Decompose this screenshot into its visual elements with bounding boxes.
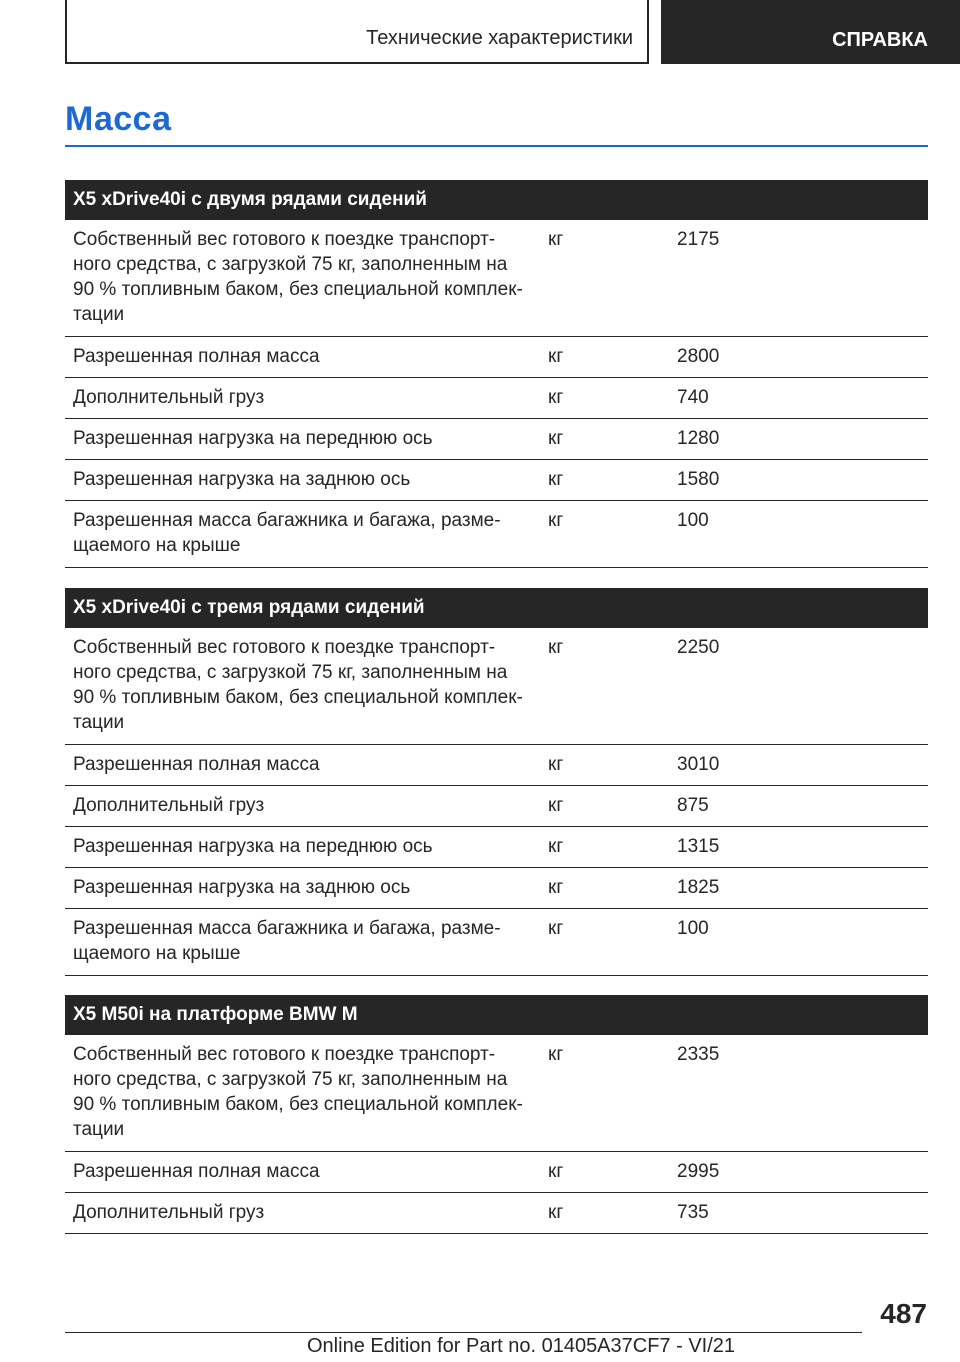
row-unit: кг <box>548 387 564 408</box>
row-value: 2800 <box>677 346 720 367</box>
table-row <box>65 1193 928 1234</box>
page-title: Масса <box>65 100 172 138</box>
section-heading: X5 M50i на платформе BMW M <box>65 995 928 1035</box>
row-value: 875 <box>677 795 709 816</box>
row-label: Разрешенная нагрузка на заднюю ось <box>73 469 411 490</box>
page-number: 487 <box>880 1298 927 1329</box>
row-unit: кг <box>548 346 564 367</box>
row-value: 100 <box>677 510 709 531</box>
row-value: 100 <box>677 918 709 939</box>
table-row <box>65 745 928 786</box>
row-label: Разрешенная нагрузка на заднюю ось <box>73 877 411 898</box>
row-unit: кг <box>548 637 564 658</box>
row-value: 1580 <box>677 469 720 490</box>
row-label: Разрешенная масса багажника и багажа, разме- щаемого на крыше <box>73 510 501 556</box>
section-heading: X5 xDrive40i с двумя рядами сидений <box>65 180 928 220</box>
title-divider <box>65 145 928 147</box>
row-label: Собственный вес готового к поездке транспорт- ного средства, с загрузкой 75 кг, заполненным на 90 % топливным баком, без специальной комплек- тации <box>73 229 523 325</box>
table-row <box>65 628 928 745</box>
row-label: Разрешенная масса багажника и багажа, разме- щаемого на крыше <box>73 918 501 964</box>
row-label: Дополнительный груз <box>73 1202 265 1223</box>
table-row <box>65 868 928 909</box>
row-label: Собственный вес готового к поездке транспорт- ного средства, с загрузкой 75 кг, заполненным на 90 % топливным баком, без специальной комплек- тации <box>73 1044 523 1140</box>
row-unit: кг <box>548 469 564 490</box>
row-unit: кг <box>548 428 564 449</box>
section-title-text: Технические характеристики <box>366 27 633 49</box>
table-row <box>65 827 928 868</box>
table-row <box>65 220 928 337</box>
row-unit: кг <box>548 877 564 898</box>
row-unit: кг <box>548 795 564 816</box>
row-value: 735 <box>677 1202 709 1223</box>
footer-edition-text: Online Edition for Part no. 01405A37CF7 - VI/21 <box>307 1335 736 1357</box>
row-label: Разрешенная полная масса <box>73 346 320 367</box>
row-value: 3010 <box>677 754 720 775</box>
row-value: 2175 <box>677 229 720 250</box>
row-unit: кг <box>548 1044 564 1065</box>
table-row <box>65 378 928 419</box>
row-unit: кг <box>548 1202 564 1223</box>
row-value: 2250 <box>677 637 720 658</box>
row-label: Разрешенная нагрузка на переднюю ось <box>73 836 433 857</box>
row-unit: кг <box>548 229 564 250</box>
row-value: 1315 <box>677 836 720 857</box>
row-label: Разрешенная полная масса <box>73 1161 320 1182</box>
section-heading: X5 xDrive40i с тремя рядами сидений <box>65 588 928 628</box>
row-unit: кг <box>548 918 564 939</box>
section-x5-40i-three-rows <box>65 588 928 976</box>
row-value: 2335 <box>677 1044 720 1065</box>
table-row <box>65 909 928 976</box>
table-row <box>65 337 928 378</box>
row-label: Разрешенная полная масса <box>73 754 320 775</box>
row-value: 1825 <box>677 877 720 898</box>
row-label: Собственный вес готового к поездке транспорт- ного средства, с загрузкой 75 кг, заполненным на 90 % топливным баком, без специальной комплек- тации <box>73 637 523 733</box>
row-unit: кг <box>548 836 564 857</box>
row-value: 2995 <box>677 1161 720 1182</box>
table-row <box>65 1035 928 1152</box>
header-chapter-tab[interactable] <box>661 0 960 64</box>
row-value: 740 <box>677 387 709 408</box>
table-row <box>65 501 928 568</box>
row-unit: кг <box>548 1161 564 1182</box>
row-unit: кг <box>548 510 564 531</box>
section-x5-40i-two-rows <box>65 180 928 568</box>
row-unit: кг <box>548 754 564 775</box>
row-value: 1280 <box>677 428 720 449</box>
table-row <box>65 419 928 460</box>
section-x5-m50i <box>65 995 928 1234</box>
chapter-label: СПРАВКА <box>832 29 928 51</box>
row-label: Дополнительный груз <box>73 387 265 408</box>
row-label: Дополнительный груз <box>73 795 265 816</box>
header-section-title <box>65 0 649 64</box>
row-label: Разрешенная нагрузка на переднюю ось <box>73 428 433 449</box>
table-row <box>65 460 928 501</box>
table-row <box>65 1152 928 1193</box>
footer-divider <box>65 1332 862 1333</box>
table-row <box>65 786 928 827</box>
